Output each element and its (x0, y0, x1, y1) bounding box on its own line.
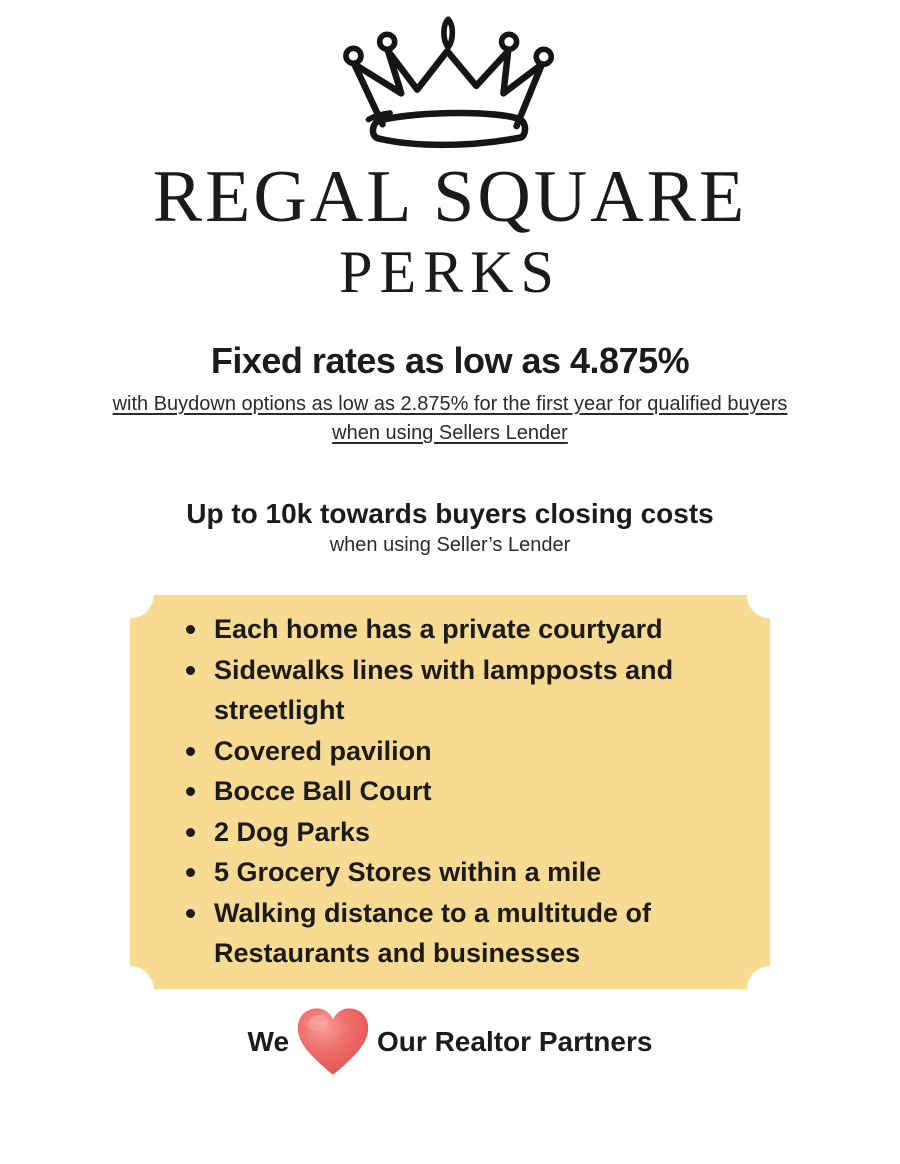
closing-costs-subtext: when using Seller’s Lender (329, 534, 571, 556)
crown-illustration (0, 0, 900, 158)
rates-subtext (0, 390, 900, 448)
footer-suffix: Our Realtor Partners (377, 1025, 653, 1057)
crown-icon (328, 8, 572, 158)
perks-list-item: Bocce Ball Court (178, 771, 734, 812)
perks-list (178, 609, 734, 974)
perks-box (130, 595, 770, 990)
brand-title: REGAL SQUARE (152, 156, 748, 238)
perks-list-item: 2 Dog Parks (178, 812, 734, 853)
perks-list-item: Walking distance to a multitude of Restaurants and businesses (178, 893, 734, 974)
perks-list-item: 5 Grocery Stores within a mile (178, 852, 734, 893)
footer-prefix: We (247, 1025, 290, 1057)
perks-list-item: Covered pavilion (178, 731, 734, 772)
perks-list-item: Each home has a private courtyard (178, 609, 734, 650)
heart-icon (293, 1004, 373, 1080)
rates-subtext-line2: when using Sellers Lender (332, 422, 568, 444)
perks-list-item: Sidewalks lines with lampposts and streetlight (178, 650, 734, 731)
page-title: PERKS (339, 239, 561, 305)
rates-headline: Fixed rates as low as 4.875% (210, 340, 690, 381)
rates-subtext-line1: with Buydown options as low as 2.875% for the first year for qualified buyers (112, 393, 788, 415)
realtor-partners-line (0, 1004, 900, 1080)
closing-costs-headline: Up to 10k towards buyers closing costs (186, 498, 714, 529)
